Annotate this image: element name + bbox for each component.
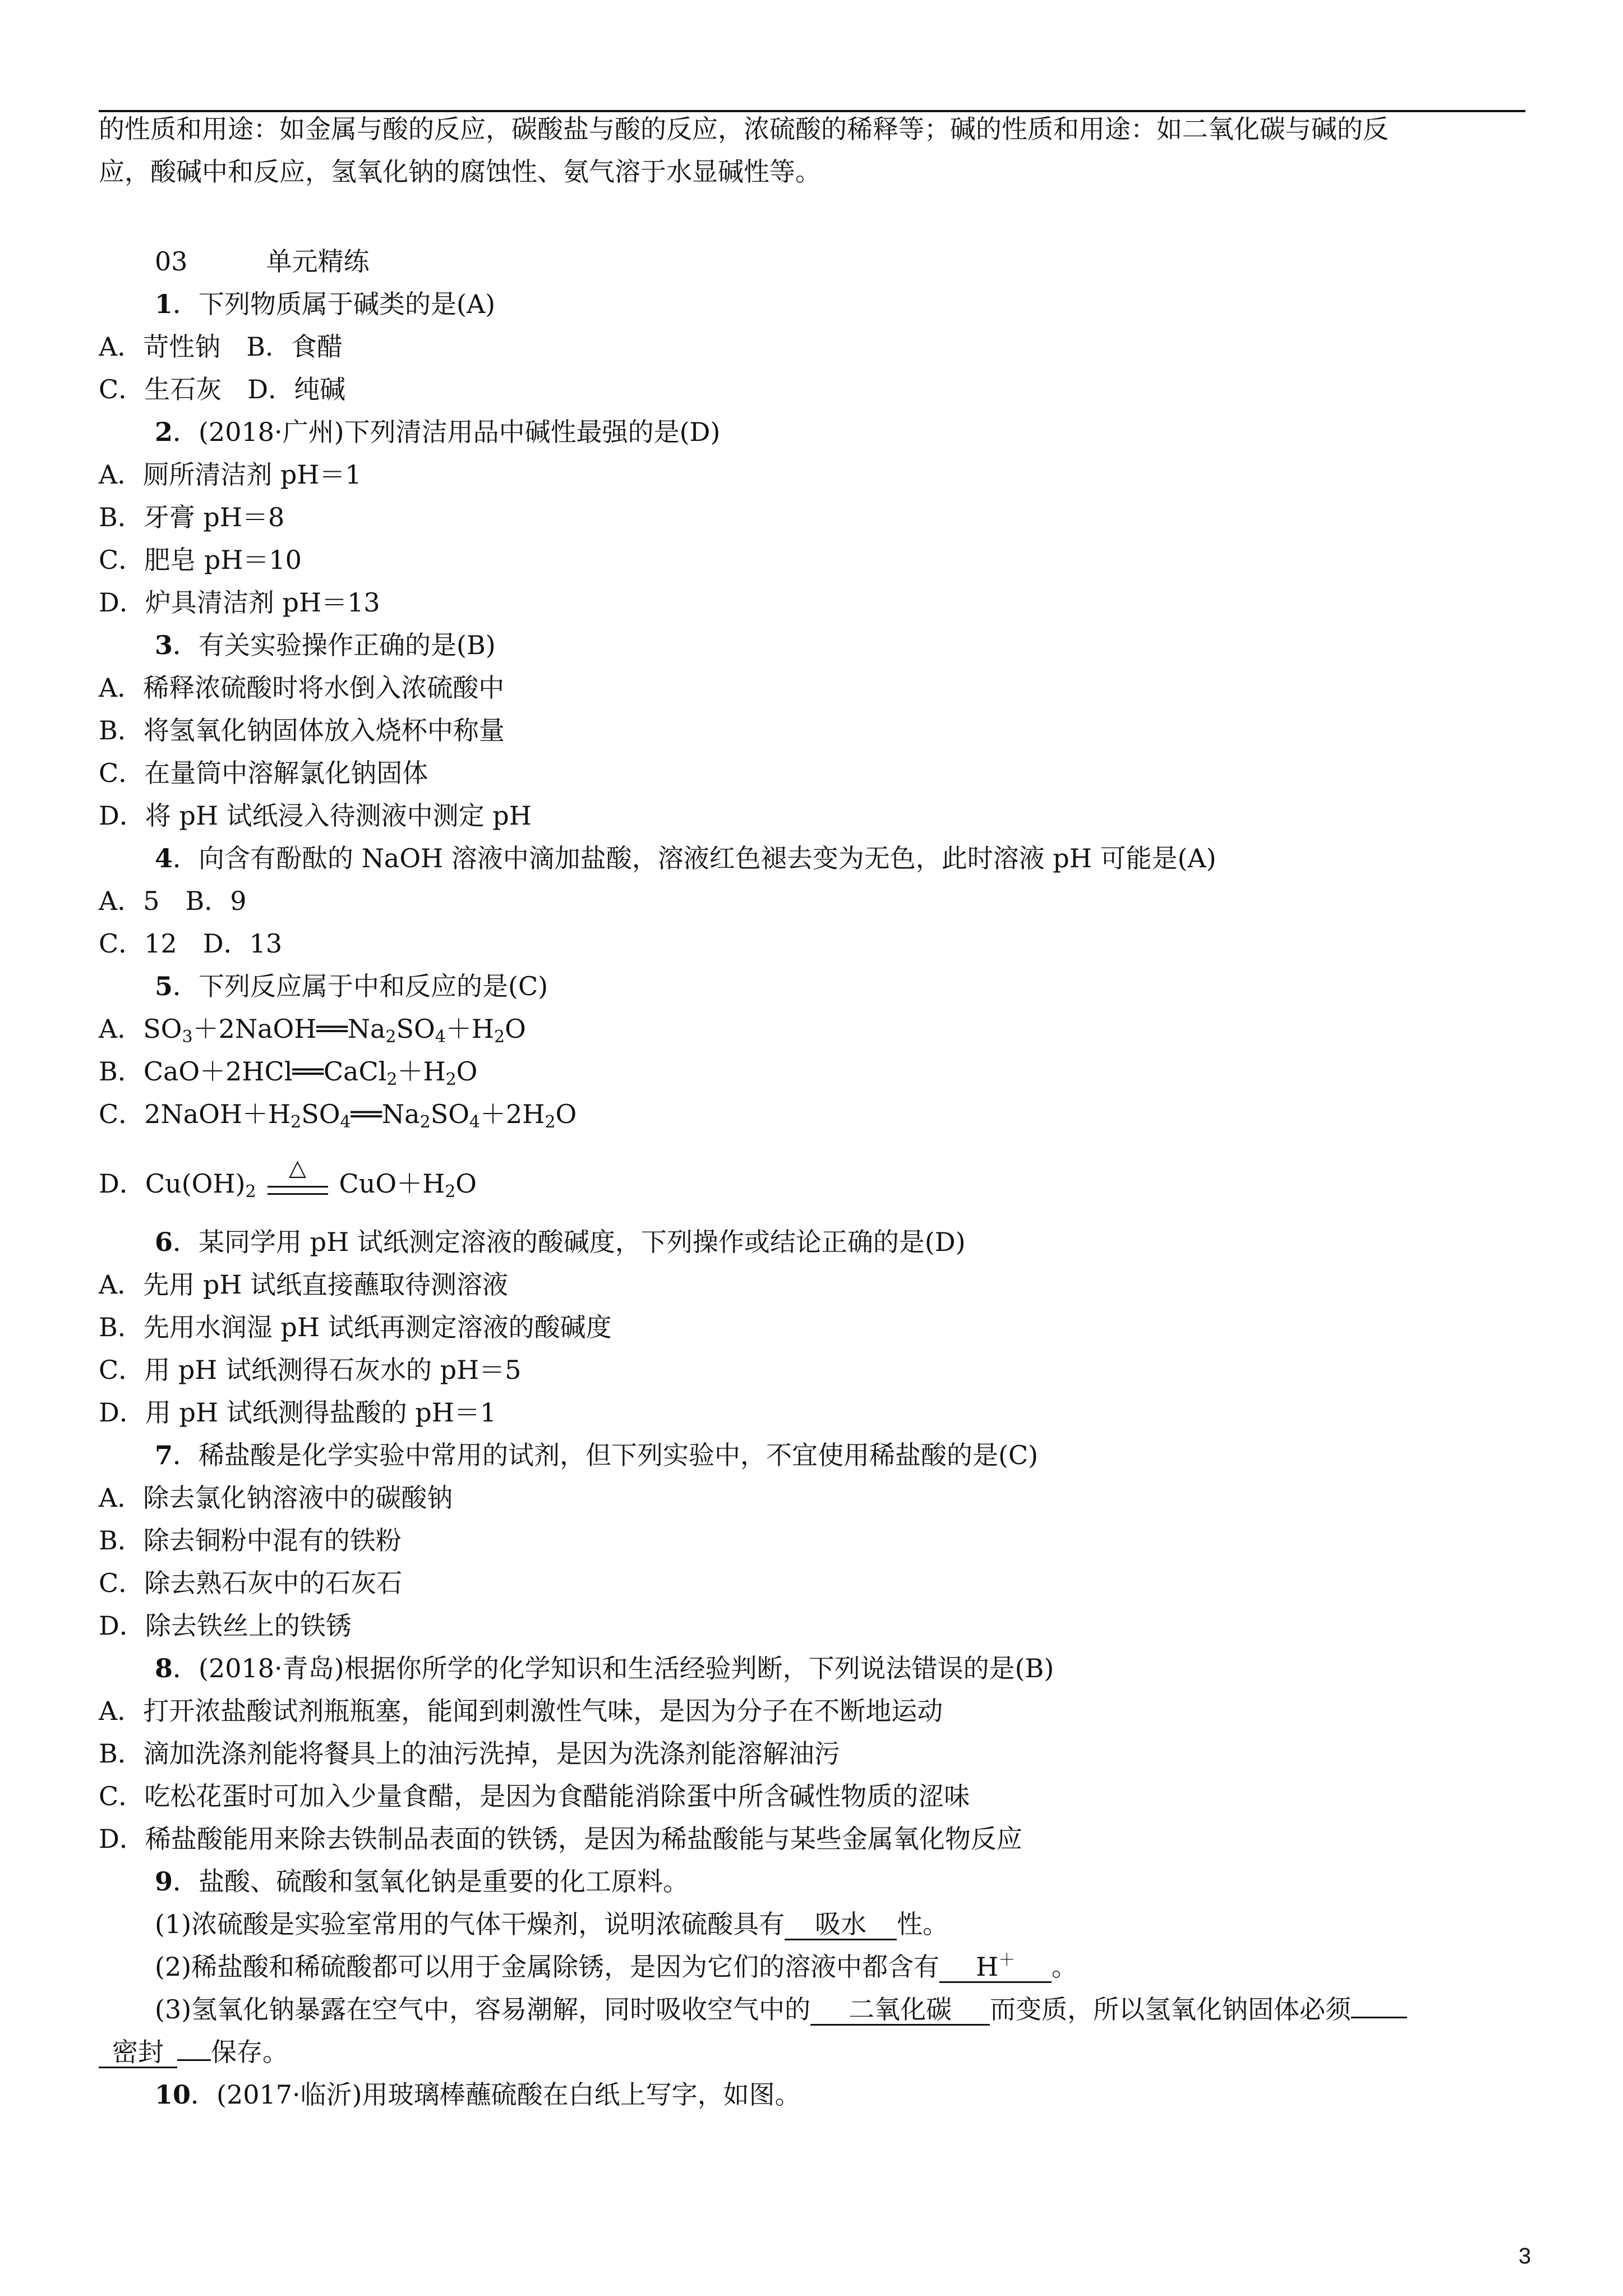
subscript: 2 (545, 1112, 556, 1132)
formula-part: O (455, 1168, 477, 1199)
intro-line-1: 的性质和用途：如金属与酸的反应，碳酸盐与酸的反应，浓硫酸的稀释等；碱的性质和用途：如二氧化碳与碱的反 (99, 114, 1389, 144)
q7-option-d: D．除去铁丝上的铁锈 (99, 1611, 352, 1641)
q2-option-d: D．炉具清洁剂 pH＝13 (99, 587, 380, 618)
q7-option-c: C．除去熟石灰中的石灰石 (99, 1568, 403, 1598)
double-bar (268, 1186, 328, 1195)
question-stem: ．下列物质属于碱类的是(A) (173, 289, 496, 319)
part-text: 性。 (897, 1909, 949, 1939)
page-number: 3 (1518, 2244, 1531, 2269)
formula-part: ＋H (397, 1056, 446, 1087)
q5-option-a (99, 1012, 526, 1046)
q8-option-b: B．滴加洗涤剂能将餐具上的油污洗掉，是因为洗涤剂能溶解油污 (99, 1738, 840, 1769)
formula-part: Na (381, 1099, 420, 1129)
equals-sign: ══ (292, 1056, 324, 1087)
question-stem: ．稀盐酸是化学实验中常用的试剂，但下列实验中，不宜使用稀盐酸的是(C) (173, 1440, 1039, 1470)
formula-part: CaCl (323, 1056, 387, 1087)
option-label: B． (99, 1056, 144, 1087)
equals-sign: ══ (351, 1099, 382, 1129)
question-stem: ．(2017·临沂)用玻璃棒蘸硫酸在白纸上写字，如图。 (191, 2079, 801, 2110)
answer-blank-start (1351, 2017, 1407, 2018)
question-1 (155, 287, 495, 321)
q8-option-a: A．打开浓盐酸试剂瓶瓶塞，能闻到刺激性气味，是因为分子在不断地运动 (99, 1696, 943, 1726)
question-8 (155, 1651, 1054, 1685)
q2-option-b: B．牙膏 pH＝8 (99, 502, 285, 532)
q8-option-d: D．稀盐酸能用来除去铁制品表面的铁锈，是因为稀盐酸能与某些金属氧化物反应 (99, 1824, 1022, 1854)
formula-part: SO (430, 1099, 469, 1129)
question-stem: ．某同学用 pH 试纸测定溶液的酸碱度，下列操作或结论正确的是(D) (173, 1227, 966, 1257)
q5-option-b (99, 1055, 477, 1088)
q2-option-a: A．厕所清洁剂 pH＝1 (99, 459, 362, 490)
formula-part: O (555, 1099, 577, 1129)
q5-option-d (99, 1155, 477, 1203)
formula-part: O (505, 1014, 526, 1044)
answer-blank: 吸水 (785, 1910, 897, 1940)
formula-part: ＋H (445, 1014, 494, 1044)
subscript: 2 (445, 1070, 457, 1089)
q7-option-a: A．除去氯化钠溶液中的碳酸钠 (99, 1483, 453, 1513)
q3-option-c: C．在量筒中溶解氯化钠固体 (99, 758, 428, 788)
part-text: (3)氢氧化钠暴露在空气中，容易潮解，同时吸收空气中的 (155, 1994, 811, 2024)
heat-triangle-icon: △ (289, 1155, 306, 1181)
question-number: 4 (155, 843, 173, 873)
question-stem: ．下列反应属于中和反应的是(C) (173, 971, 548, 1001)
equals-sign: ══ (316, 1014, 348, 1044)
question-number: 10 (155, 2079, 191, 2110)
part-text: 而变质，所以氢氧化钠固体必须 (990, 1994, 1352, 2024)
subscript: 4 (435, 1027, 446, 1047)
subscript: 2 (386, 1070, 398, 1089)
part-text: (2)稀盐酸和稀硫酸都可以用于金属除锈，是因为它们的溶液中都含有 (155, 1952, 940, 1982)
option-label: C． (99, 1099, 145, 1129)
answer-blank (939, 1952, 1052, 1983)
question-stem: ．(2018·青岛)根据你所学的化学知识和生活经验判断，下列说法错误的是(B) (173, 1653, 1054, 1683)
formula-part: Na (347, 1014, 386, 1044)
q4-options-cd: C．12 D．13 (99, 928, 283, 959)
section-number: 03 (155, 246, 188, 277)
formula-part: O (456, 1056, 478, 1087)
question-7 (155, 1438, 1038, 1472)
formula-part: SO (143, 1014, 182, 1044)
q8-option-c: C．吃松花蛋时可加入少量食醋，是因为食醋能消除蛋中所含碱性物质的涩味 (99, 1781, 970, 1811)
subscript: 2 (385, 1027, 396, 1047)
question-10 (155, 2078, 801, 2111)
subscript: 2 (494, 1027, 505, 1047)
q5-option-c (99, 1097, 577, 1131)
subscript: 2 (245, 1182, 256, 1202)
answer-blank: 密封 (99, 2037, 177, 2068)
q1-options-cd: C．生石灰 D．纯碱 (99, 374, 346, 404)
section-title: 单元精练 (266, 246, 370, 277)
q9-part-3-cont (99, 2035, 288, 2069)
q3-option-d: D．将 pH 试纸浸入待测液中测定 pH (99, 800, 532, 831)
superscript: ＋ (998, 1950, 1016, 1970)
subscript: 2 (419, 1112, 431, 1132)
question-stem: ．(2018·广州)下列清洁用品中碱性最强的是(D) (173, 417, 721, 447)
subscript: 2 (291, 1112, 302, 1132)
part-text: (1)浓硫酸是实验室常用的气体干燥剂，说明浓硫酸具有 (155, 1909, 785, 1939)
question-number: 9 (155, 1866, 173, 1897)
subscript: 2 (445, 1182, 456, 1202)
q6-option-d: D．用 pH 试纸测得盐酸的 pH＝1 (99, 1397, 497, 1428)
q3-option-a: A．稀释浓硫酸时将水倒入浓硫酸中 (99, 673, 505, 703)
formula-part: ＋2H (480, 1099, 545, 1129)
formula-part: ＋2NaOH (192, 1014, 317, 1044)
question-5 (155, 969, 548, 1003)
q9-part-2 (155, 1950, 1077, 1984)
formula-part: Cu(OH) (145, 1168, 246, 1199)
question-number: 3 (155, 630, 173, 660)
q2-option-c: C．肥皂 pH＝10 (99, 545, 302, 575)
part-text: 保存。 (211, 2037, 288, 2067)
question-9 (155, 1865, 689, 1898)
formula-part: 2NaOH＋H (144, 1099, 291, 1129)
heat-reaction-arrow (264, 1155, 331, 1203)
question-2 (155, 415, 720, 449)
q6-option-a: A．先用 pH 试纸直接蘸取待测溶液 (99, 1269, 509, 1300)
question-number: 6 (155, 1227, 173, 1257)
question-number: 8 (155, 1653, 173, 1683)
question-number: 5 (155, 971, 173, 1001)
q6-option-b: B．先用水润湿 pH 试纸再测定溶液的酸碱度 (99, 1312, 612, 1342)
option-label: D． (99, 1168, 145, 1199)
question-number: 7 (155, 1440, 173, 1470)
subscript: 4 (340, 1112, 351, 1132)
answer-blank: 二氧化碳 (810, 1995, 990, 2026)
question-6 (155, 1225, 966, 1259)
option-label: A． (99, 1014, 144, 1044)
formula-part: CaO＋2HCl (143, 1056, 293, 1087)
question-stem: ．向含有酚酞的 NaOH 溶液中滴加盐酸，溶液红色褪去变为无色，此时溶液 pH 可能是(A) (173, 843, 1216, 873)
subscript: 3 (182, 1027, 193, 1047)
answer-blank-tail (177, 2059, 211, 2061)
question-stem: ．有关实验操作正确的是(B) (173, 630, 496, 660)
q7-option-b: B．除去铜粉中混有的铁粉 (99, 1525, 402, 1556)
question-3 (155, 628, 496, 662)
q4-options-ab: A．5 B．9 (99, 886, 247, 916)
formula-part: CuO＋H (339, 1168, 445, 1199)
section-heading (155, 245, 370, 278)
formula-part: SO (396, 1014, 435, 1044)
part-text: 。 (1052, 1952, 1078, 1982)
question-number: 1 (155, 289, 173, 319)
q6-option-c: C．用 pH 试纸测得石灰水的 pH＝5 (99, 1355, 522, 1385)
q9-part-1 (155, 1907, 948, 1941)
question-4 (155, 841, 1216, 875)
q3-option-b: B．将氢氧化钠固体放入烧杯中称量 (99, 715, 505, 746)
q1-options-ab: A．苛性钠 B．食醋 (99, 332, 343, 362)
question-number: 2 (155, 417, 173, 447)
answer-text: H (976, 1952, 999, 1982)
q9-part-3 (155, 1993, 1407, 2026)
subscript: 4 (469, 1112, 481, 1132)
intro-line-2: 应，酸碱中和反应，氢氧化钠的腐蚀性、氨气溶于水显碱性等。 (99, 157, 821, 187)
formula-part: SO (301, 1099, 340, 1129)
question-stem: ．盐酸、硫酸和氢氧化钠是重要的化工原料。 (173, 1866, 689, 1897)
